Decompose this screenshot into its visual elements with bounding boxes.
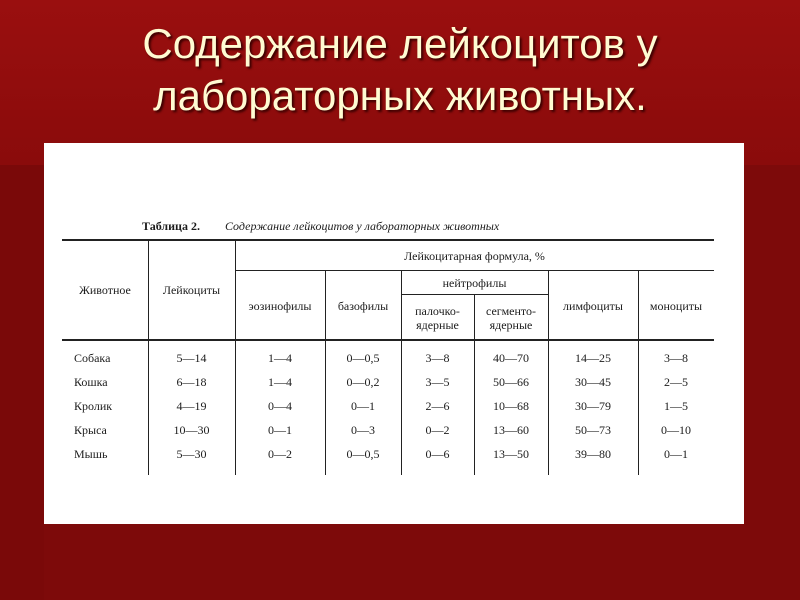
- table-scan-image: [44, 143, 744, 524]
- cell-band: 0—6: [425, 447, 450, 461]
- cell-leukocytes: 5—14: [176, 351, 207, 365]
- header-seg-line-2: ядерные: [489, 318, 533, 332]
- header-band-line-1: палочко-: [415, 304, 460, 318]
- cell-eosinophils: 0—2: [268, 447, 292, 461]
- table-caption-text: Содержание лейкоцитов у лабораторных животных: [224, 219, 500, 233]
- cell-animal: Кошка: [74, 375, 108, 389]
- cell-basophils: 0—3: [351, 423, 375, 437]
- cell-animal: Крыса: [74, 423, 107, 437]
- header-basophils: базофилы: [337, 299, 389, 313]
- header-monocytes: моноциты: [649, 299, 703, 313]
- cell-band: 2—6: [425, 399, 450, 413]
- cell-monocytes: 1—5: [664, 399, 688, 413]
- cell-leukocytes: 4—19: [176, 399, 207, 413]
- cell-lymphocytes: 30—79: [575, 399, 611, 413]
- cell-monocytes: 0—1: [664, 447, 688, 461]
- cell-lymphocytes: 30—45: [575, 375, 611, 389]
- header-eosinophils: эозинофилы: [248, 299, 312, 313]
- header-seg-line-1: сегменто-: [486, 304, 536, 318]
- cell-monocytes: 0—10: [661, 423, 691, 437]
- cell-eosinophils: 0—4: [268, 399, 292, 413]
- table-caption: [142, 219, 499, 234]
- cell-band: 3—5: [425, 375, 450, 389]
- cell-lymphocytes: 50—73: [575, 423, 611, 437]
- cell-band: 3—8: [425, 351, 450, 365]
- header-neutrophils: нейтрофилы: [442, 276, 507, 290]
- cell-lymphocytes: 14—25: [575, 351, 611, 365]
- cell-eosinophils: 1—4: [268, 375, 292, 389]
- table-caption-number: Таблица 2.: [142, 219, 200, 233]
- cell-segmented: 13—50: [493, 447, 529, 461]
- table-top-border: [62, 239, 714, 241]
- cell-eosinophils: 0—1: [268, 423, 292, 437]
- slide-title-line-1: Содержание лейкоцитов у: [142, 20, 658, 67]
- background-band: [0, 165, 44, 600]
- header-leukocyte-formula: Лейкоцитарная формула, %: [404, 249, 545, 263]
- slide-title-line-2: лабораторных животных.: [153, 72, 647, 119]
- header-leukocytes: Лейкоциты: [162, 283, 221, 297]
- cell-monocytes: 2—5: [664, 375, 688, 389]
- header-band-line-2: ядерные: [416, 318, 459, 332]
- cell-animal: Собака: [74, 351, 111, 365]
- formula-header-divider: [235, 270, 714, 271]
- cell-basophils: 0—1: [351, 399, 375, 413]
- cell-eosinophils: 1—4: [268, 351, 292, 365]
- cell-band: 0—2: [425, 423, 450, 437]
- header-lymphocytes: лимфоциты: [563, 299, 623, 313]
- cell-leukocytes: 10—30: [173, 423, 210, 437]
- cell-segmented: 40—70: [493, 351, 529, 365]
- cell-basophils: 0—0,5: [346, 447, 380, 461]
- header-bottom-border: [62, 339, 714, 341]
- cell-leukocytes: 5—30: [176, 447, 207, 461]
- cell-monocytes: 3—8: [664, 351, 688, 365]
- cell-animal: Кролик: [74, 399, 113, 413]
- slide-title: [0, 18, 800, 122]
- cell-segmented: 10—68: [493, 399, 529, 413]
- cell-leukocytes: 6—18: [176, 375, 207, 389]
- cell-basophils: 0—0,5: [346, 351, 380, 365]
- col-divider-basophils: [401, 271, 402, 475]
- header-animal: Животное: [79, 283, 131, 297]
- cell-segmented: 13—60: [493, 423, 529, 437]
- cell-basophils: 0—0,2: [346, 375, 380, 389]
- cell-segmented: 50—66: [493, 375, 529, 389]
- cell-animal: Мышь: [74, 447, 108, 461]
- cell-lymphocytes: 39—80: [575, 447, 611, 461]
